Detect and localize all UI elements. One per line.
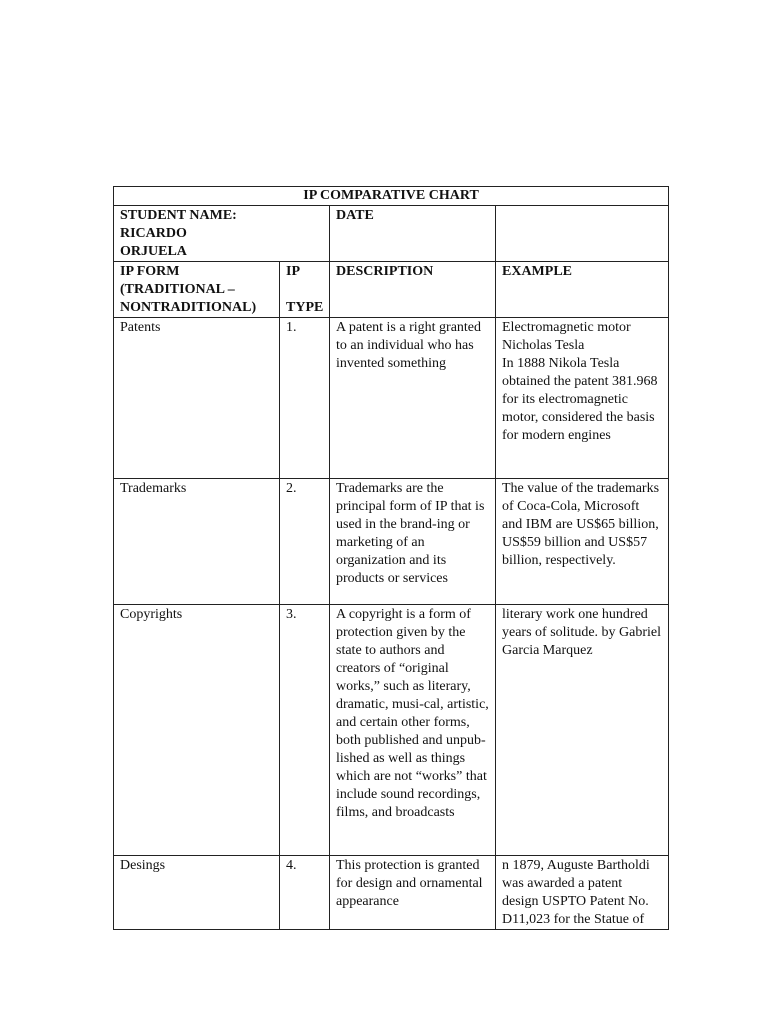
ip-form-cell: Patents: [114, 318, 280, 479]
ip-comparative-chart-table: [113, 186, 669, 930]
header-row: [114, 262, 669, 318]
example-cell: The value of the trademarks of Coca-Cola, Microsoft and IBM are US$65 billion, US$59 billion and US$57 billion, respectively.: [496, 479, 669, 605]
description-cell: A copyright is a form of protection given by the state to authors and creators of “original works,” such as literary, dramatic, musi-cal, artistic, and certain other forms, both published and unpub-lished as well as things which are not “works” that include sound recordings, films, and broadcasts: [330, 605, 496, 856]
table-row: [114, 856, 669, 930]
example-cell: literary work one hundred years of solitude. by Gabriel Garcia Marquez: [496, 605, 669, 856]
header-example: EXAMPLE: [496, 262, 669, 318]
header-ip-type: IP TYPE: [280, 262, 330, 318]
date-label-cell: DATE: [330, 206, 496, 262]
chart-title: IP COMPARATIVE CHART: [114, 187, 669, 206]
description-cell: A patent is a right granted to an individual who has invented something: [330, 318, 496, 479]
table-row: [114, 318, 669, 479]
ip-type-cell: 3.: [280, 605, 330, 856]
table-row: [114, 479, 669, 605]
title-row: [114, 187, 669, 206]
header-description: DESCRIPTION: [330, 262, 496, 318]
description-cell: Trademarks are the principal form of IP that is used in the brand-ing or marketing of an organization and its products or services: [330, 479, 496, 605]
description-cell: This protection is granted for design and ornamental appearance: [330, 856, 496, 930]
header-ip-form: IP FORM (TRADITIONAL – NONTRADITIONAL): [114, 262, 280, 318]
table-row: [114, 605, 669, 856]
date-value-cell: [496, 206, 669, 262]
example-cell: n 1879, Auguste Bartholdi was awarded a patent design USPTO Patent No. D11,023 for the Statue of: [496, 856, 669, 930]
ip-type-cell: 1.: [280, 318, 330, 479]
example-cell: Electromagnetic motor Nicholas Tesla In 1888 Nikola Tesla obtained the patent 381.968 for its electromagnetic motor, considered the basis for modern engines: [496, 318, 669, 479]
ip-form-cell: Copyrights: [114, 605, 280, 856]
ip-type-cell: 2.: [280, 479, 330, 605]
student-row: [114, 206, 669, 262]
student-name-cell: STUDENT NAME: RICARDO ORJUELA: [114, 206, 330, 262]
ip-form-cell: Trademarks: [114, 479, 280, 605]
ip-form-cell: Desings: [114, 856, 280, 930]
ip-type-cell: 4.: [280, 856, 330, 930]
